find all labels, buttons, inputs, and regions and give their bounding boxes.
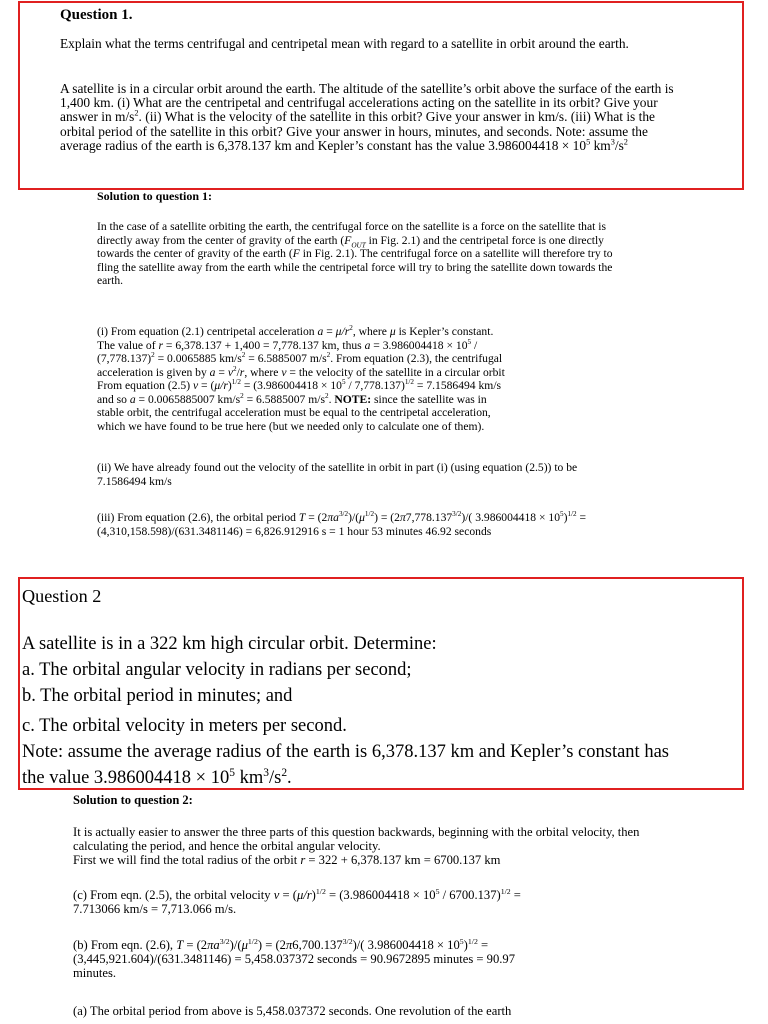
- question-2-title: Question 2: [22, 586, 102, 606]
- solution-2-part-c: (c) From eqn. (2.5), the orbital velocity $v = (\mu/r)^{1/2} = (3.986004418 \times 10^5 / 6700.137)^{1/2}$ = 7.713066 km/s = 7,713.066 m/s.: [73, 886, 521, 917]
- solution-2-part-a: (a) The orbital period from above is 5,458.037372 seconds. One revolution of the earth: [73, 1004, 512, 1018]
- question-1-problem: A satellite is in a circular orbit around the earth. The altitude of the satellite’s orbit above the surface of the earth is 1,400 km. (i) What are the centripetal and centrifugal accelerations acting on the satellite in its orbit? Give your answer in $m/s^2$. (ii) What is the velocity of the satellite in this orbit? Give your answer in km/s. (iii) What is the orbital period of the satellite in this orbit? Give your answer in hours, minutes, and seconds. Note: assume the average radius of the earth is 6,378.137 km and Kepler’s constant has the value $3.986004418 \times 10^5$ $km^3/s^2$: [60, 81, 674, 153]
- solution-1-part-iii: (iii) From equation (2.6), the orbital period $T = (2\pi a^{3/2})/(\mu^{1/2}) = (2\pi 7,778.137^{3/2})/$( $3.986004418 \times 10^5)^{1/2} = (4,310,158.598)/(631.3481146) = 6,826.912916$ s = 1 hour 53 minutes 46.92 seconds: [97, 510, 587, 538]
- question-1-title: Question 1.: [60, 7, 133, 23]
- solution-2-intro: It is actually easier to answer the three parts of this question backwards, beginning with the orbital velocity, then calculating the period, and hence the orbital angular velocity. First we will find the total radius of the orbit r = 322 + 6,378.137 km = 6700.137 km: [73, 825, 640, 868]
- solution-2-heading: Solution to question 2:: [73, 793, 193, 807]
- solution-1-paragraph-1: In the case of a satellite orbiting the earth, the centrifugal force on the satellite is a force on the satellite that is directly away from the center of gravity of the earth ($F_{OUT}$ in Fig. 2.1) and the centripetal force is one directly towards the center of gravity of the earth (F in Fig. 2.1). The centrifugal force on a satellite will therefore try to fling the satellite away from the earth while the centripetal force will try to bring the satellite down towards the earth.: [97, 220, 613, 287]
- question-1-intro: Explain what the terms centrifugal and centripetal mean with regard to a satellite in orbit around the earth.: [60, 36, 629, 51]
- solution-2-part-b: (b) From eqn. (2.6), $T = (2\pi a^{3/2})/(\mu^{1/2}) = (2\pi 6,700.137^{3/2})/$( $3.986004418 \times 10^5)^{1/2}$ = (3,445,921.604)/(631.3481146) = 5,458.037372 seconds = 90.9672895 minutes = 90.97 minutes.: [73, 936, 516, 981]
- solution-1-part-ii: (ii) We have already found out the velocity of the satellite in orbit in part (i) (using equation (2.5)) to be 7.1586494 km/s: [97, 461, 578, 488]
- solution-1-part-i: (i) From equation (2.1) centripetal acceleration $a = \mu/r^2$, where μ is Kepler’s constant. The value of r = 6,378.137 + 1,400 = 7,778.137 km, thus $a = 3.986004418 \times 10^5$ / $(7,778.137)^2 = 0.0065885$ $km/s^2 = 6.5885007$ $m/s^2$. From equation (2.3), the centrifugal acceleration is given by $a = v^2/r$, where v = the velocity of the satellite in a circular orbit From equation (2.5) $v = (\mu/r)^{1/2} = (3.986004418 \times 10^5 / 7,778.137)^{1/2} = 7.1586494$ km/s and so a = 0.0065885007 $km/s^2 = 6.5885007$ $m/s^2$. NOTE: since the satellite was in stable orbit, the centrifugal acceleration must be equal to the centripetal acceleration, which we have found to be true here (but we needed only to calculate one of them).: [97, 324, 505, 433]
- question-2-body: A satellite is in a 322 km high circular orbit. Determine: a. The orbital angular velocity in radians per second; b. The orbital period in minutes; and c. The orbital velocity in meters per second. Note: assume the average radius of the earth is 6,378.137 km and Kepler’s constant has the value $3.986004418 \times 10^5$ $km^3/s^2$.: [22, 634, 669, 788]
- solution-1-heading: Solution to question 1:: [97, 189, 213, 203]
